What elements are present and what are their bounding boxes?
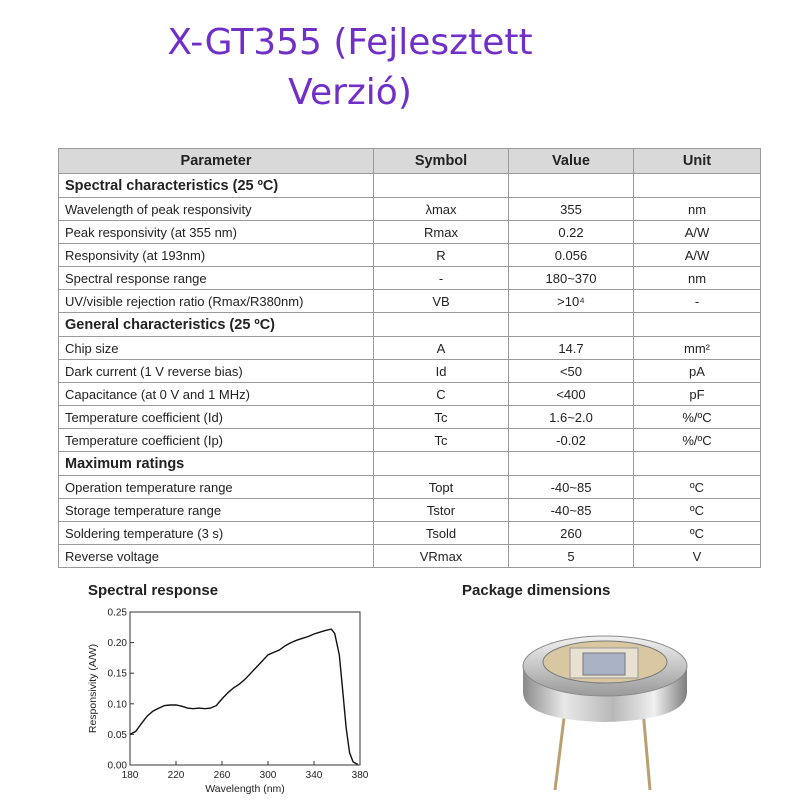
- cell-unit: %/ºC: [634, 406, 761, 429]
- package-title: Package dimensions: [462, 582, 611, 599]
- table-row: [59, 522, 761, 545]
- cell-param: Reverse voltage: [59, 545, 374, 568]
- cell-value: 5: [509, 545, 634, 568]
- cell-value: 0.056: [509, 244, 634, 267]
- cell-param: Chip size: [59, 337, 374, 360]
- table-row: [59, 244, 761, 267]
- section-row: [59, 452, 761, 476]
- cell-symbol: Rmax: [374, 221, 509, 244]
- empty-cell: [374, 452, 509, 476]
- cell-symbol: VRmax: [374, 545, 509, 568]
- section-title: Maximum ratings: [59, 452, 374, 476]
- spectral-response-chart: [80, 600, 380, 800]
- cell-param: Temperature coefficient (Id): [59, 406, 374, 429]
- empty-cell: [634, 452, 761, 476]
- y-axis-label: Responsivity (A/W): [87, 643, 99, 734]
- cell-value: 180~370: [509, 267, 634, 290]
- cell-unit: mm²: [634, 337, 761, 360]
- cell-param: Capacitance (at 0 V and 1 MHz): [59, 383, 374, 406]
- empty-cell: [374, 313, 509, 337]
- section-row: [59, 174, 761, 198]
- cell-param: Dark current (1 V reverse bias): [59, 360, 374, 383]
- cell-value: -40~85: [509, 476, 634, 499]
- cell-param: Responsivity (at 193nm): [59, 244, 374, 267]
- cell-symbol: Tsold: [374, 522, 509, 545]
- cell-param: UV/visible rejection ratio (Rmax/R380nm): [59, 290, 374, 313]
- table-row: [59, 406, 761, 429]
- table-row: [59, 198, 761, 221]
- table-header-row: [59, 149, 761, 174]
- empty-cell: [634, 313, 761, 337]
- cell-value: 1.6~2.0: [509, 406, 634, 429]
- cell-unit: -: [634, 290, 761, 313]
- y-tick-label: 0.20: [107, 638, 127, 650]
- cell-value: <50: [509, 360, 634, 383]
- cell-value: 260: [509, 522, 634, 545]
- header-value: Value: [509, 149, 634, 174]
- cell-param: Storage temperature range: [59, 499, 374, 522]
- section-row: [59, 313, 761, 337]
- cell-param: Temperature coefficient (Ip): [59, 429, 374, 452]
- cell-value: -40~85: [509, 499, 634, 522]
- header-parameter: Parameter: [59, 149, 374, 174]
- x-tick-label: 260: [213, 770, 231, 781]
- y-tick-label: 0.25: [107, 607, 127, 619]
- plot-frame: [130, 612, 360, 765]
- header-unit: Unit: [634, 149, 761, 174]
- table-row: [59, 221, 761, 244]
- table-row: [59, 267, 761, 290]
- cell-symbol: λmax: [374, 198, 509, 221]
- cell-value: 355: [509, 198, 634, 221]
- cell-unit: %/ºC: [634, 429, 761, 452]
- chip: [583, 653, 625, 675]
- table-row: [59, 383, 761, 406]
- empty-cell: [509, 452, 634, 476]
- empty-cell: [509, 313, 634, 337]
- cell-param: Spectral response range: [59, 267, 374, 290]
- table-row: [59, 476, 761, 499]
- cell-unit: ºC: [634, 499, 761, 522]
- y-tick-label: 0.00: [107, 760, 127, 772]
- cell-symbol: VB: [374, 290, 509, 313]
- x-tick-label: 300: [259, 770, 277, 781]
- table-row: [59, 429, 761, 452]
- empty-cell: [374, 174, 509, 198]
- header-symbol: Symbol: [374, 149, 509, 174]
- section-title: Spectral characteristics (25 ºC): [59, 174, 374, 198]
- lead-right: [643, 710, 650, 790]
- cell-unit: ºC: [634, 522, 761, 545]
- cell-unit: ºC: [634, 476, 761, 499]
- cell-symbol: Id: [374, 360, 509, 383]
- cell-symbol: R: [374, 244, 509, 267]
- package-photo: [515, 620, 700, 790]
- x-tick-label: 340: [305, 770, 323, 781]
- empty-cell: [509, 174, 634, 198]
- cell-symbol: A: [374, 337, 509, 360]
- y-tick-label: 0.15: [107, 668, 127, 680]
- cell-unit: pA: [634, 360, 761, 383]
- cell-param: Wavelength of peak responsivity: [59, 198, 374, 221]
- spec-table: [58, 148, 761, 568]
- y-tick-label: 0.05: [107, 729, 127, 741]
- cell-symbol: Tstor: [374, 499, 509, 522]
- cell-symbol: Topt: [374, 476, 509, 499]
- chart-title: Spectral response: [88, 582, 219, 599]
- cell-unit: V: [634, 545, 761, 568]
- table-row: [59, 545, 761, 568]
- cell-unit: A/W: [634, 221, 761, 244]
- table-body: [59, 174, 761, 568]
- lead-left: [555, 710, 565, 790]
- cell-value: <400: [509, 383, 634, 406]
- cell-value: >10⁴: [509, 290, 634, 313]
- page-title-line2: Verzió): [288, 72, 412, 113]
- x-tick-label: 380: [351, 770, 369, 781]
- cell-value: 14.7: [509, 337, 634, 360]
- section-title: General characteristics (25 ºC): [59, 313, 374, 337]
- cell-symbol: C: [374, 383, 509, 406]
- cell-value: -0.02: [509, 429, 634, 452]
- cell-value: 0.22: [509, 221, 634, 244]
- cell-unit: nm: [634, 198, 761, 221]
- x-tick-label: 220: [167, 770, 185, 781]
- cell-param: Peak responsivity (at 355 nm): [59, 221, 374, 244]
- cell-unit: A/W: [634, 244, 761, 267]
- x-axis-label: Wavelength (nm): [205, 783, 285, 795]
- page-title-line1: X-GT355 (Fejlesztett: [167, 22, 533, 63]
- table-row: [59, 290, 761, 313]
- x-tick-label: 180: [121, 770, 139, 781]
- table-row: [59, 499, 761, 522]
- series-line: [130, 629, 358, 764]
- cell-unit: pF: [634, 383, 761, 406]
- cell-param: Soldering temperature (3 s): [59, 522, 374, 545]
- cell-param: Operation temperature range: [59, 476, 374, 499]
- cell-unit: nm: [634, 267, 761, 290]
- cell-symbol: Tc: [374, 406, 509, 429]
- empty-cell: [634, 174, 761, 198]
- table-row: [59, 337, 761, 360]
- table-row: [59, 360, 761, 383]
- y-tick-label: 0.10: [107, 699, 127, 711]
- cell-symbol: Tc: [374, 429, 509, 452]
- cell-symbol: -: [374, 267, 509, 290]
